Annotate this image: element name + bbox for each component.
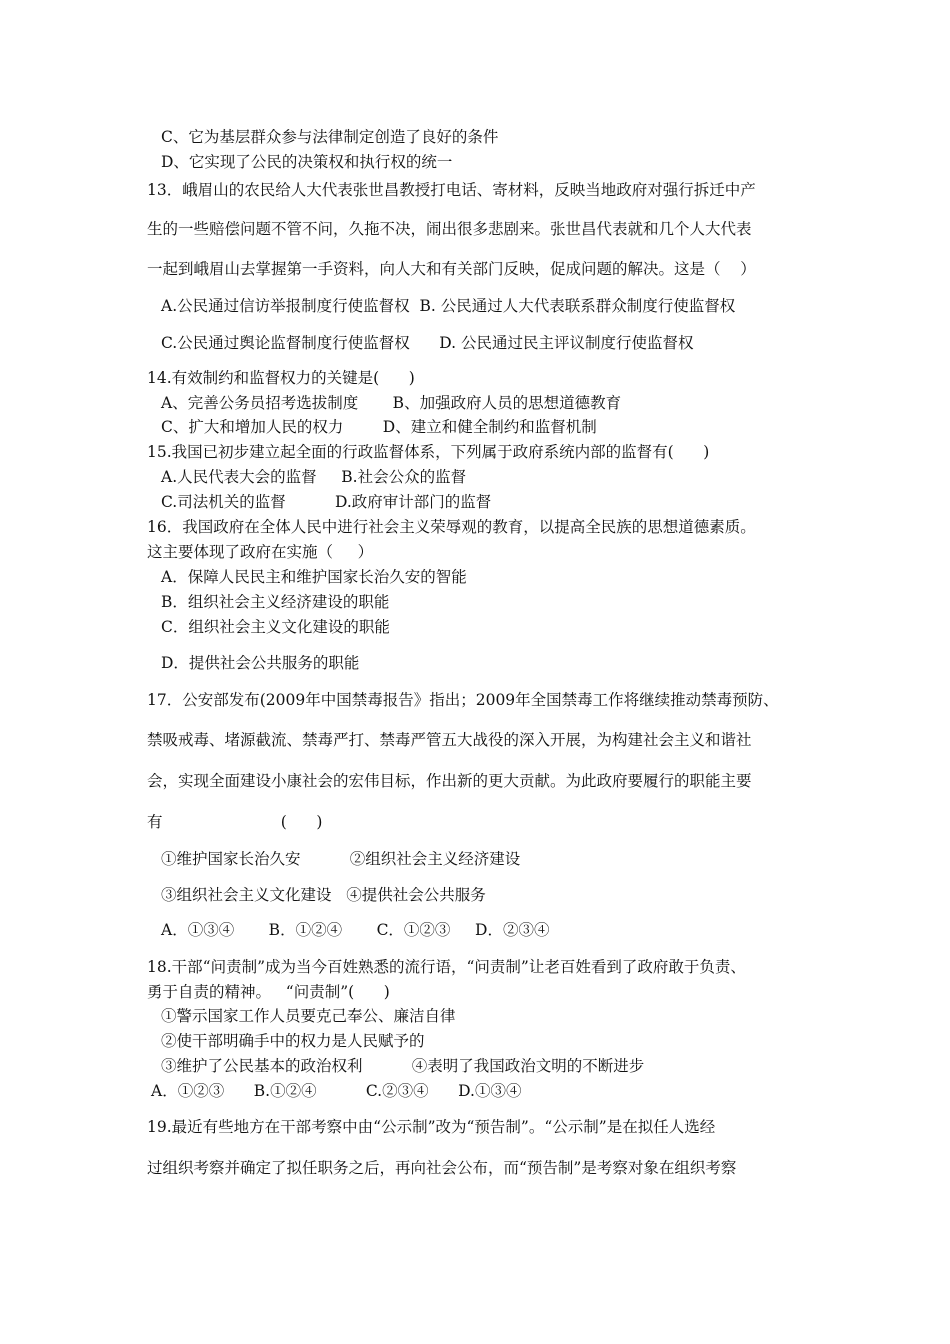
question-17-items-34: ③组织社会主义文化建设 ④提供社会公共服务 (161, 886, 486, 904)
question-15: 15.我国已初步建立起全面的行政监督体系，下列属于政府系统内部的监督有( ) (147, 443, 710, 461)
question-14-options-cd: C、扩大和增加人民的权力 D、建立和健全制约和监督机制 (161, 418, 597, 436)
question-19-line1: 19.最近有些地方在干部考察中由“公示制”改为“预告制”。“公示制”是在拟任人选经 (147, 1118, 716, 1136)
question-14-options-ab: A、完善公务员招考选拔制度 B、加强政府人员的思想道德教育 (161, 394, 622, 412)
question-14: 14.有效制约和监督权力的关键是( ) (147, 369, 415, 387)
option-d-q12: D、它实现了公民的决策权和执行权的统一 (161, 153, 453, 171)
question-13-options-cd: C.公民通过舆论监督制度行使监督权 D. 公民通过民主评议制度行使监督权 (161, 334, 694, 352)
question-18-item-1: ①警示国家工作人员要克己奉公、廉洁自律 (161, 1007, 456, 1025)
question-16-option-d: D．提供社会公共服务的职能 (161, 654, 360, 672)
question-15-options-ab: A.人民代表大会的监督 B.社会公众的监督 (161, 468, 467, 486)
question-16-line1: 16．我国政府在全体人民中进行社会主义荣辱观的教育，以提高全民族的思想道德素质。 (147, 518, 756, 536)
question-15-options-cd: C.司法机关的监督 D.政府审计部门的监督 (161, 493, 492, 511)
question-13-options-ab: A.公民通过信访举报制度行使监督权 B. 公民通过人大代表联系群众制度行使监督权 (161, 297, 736, 315)
question-13-line1: 13．峨眉山的农民给人大代表张世昌教授打电话、寄材料，反映当地政府对强行拆迁中产 (147, 181, 756, 199)
question-18-line2: 勇于自责的精神。 “问责制”( ) (147, 983, 390, 1001)
question-13-line3: 一起到峨眉山去掌握第一手资料，向人大和有关部门反映，促成问题的解决。这是（ ） (147, 260, 756, 278)
question-16-option-a: A．保障人民民主和维护国家长治久安的智能 (161, 568, 467, 586)
question-17-options: A．①③④ B．①②④ C．①②③ D．②③④ (161, 921, 550, 939)
question-13-line2: 生的一些赔偿问题不管不问，久拖不决，闹出很多悲剧来。张世昌代表就和几个人大代表 (147, 220, 752, 238)
question-17-line4: 有 ( ) (147, 813, 323, 831)
question-17-items-12: ①维护国家长治久安 ②组织社会主义经济建设 (161, 850, 521, 868)
question-16-option-c: C．组织社会主义文化建设的职能 (161, 618, 390, 636)
question-18-options: A．①②③ B.①②④ C.②③④ D.①③④ (151, 1082, 522, 1100)
question-19-line2: 过组织考察并确定了拟任职务之后，再向社会公布，而“预告制”是考察对象在组织考察 (147, 1159, 737, 1177)
question-16-line2: 这主要体现了政府在实施（ ） (147, 543, 374, 561)
question-17-line1: 17．公安部发布(2009年中国禁毒报告》指出；2009年全国禁毒工作将继续推动禁毒预防、 (147, 691, 779, 709)
question-18-line1: 18.干部“问责制”成为当今百姓熟悉的流行语，“问责制”让老百姓看到了政府敢于负责、 (147, 958, 746, 976)
question-17-line3: 会，实现全面建设小康社会的宏伟目标，作出新的更大贡献。为此政府要履行的职能主要 (147, 772, 752, 790)
question-18-item-2: ②使干部明确手中的权力是人民赋予的 (161, 1032, 425, 1050)
option-c-q12: C、它为基层群众参与法律制定创造了良好的条件 (161, 128, 499, 146)
question-17-line2: 禁吸戒毒、堵源截流、禁毒严打、禁毒严管五大战役的深入开展，为构建社会主义和谐社 (147, 731, 752, 749)
question-18-items-34: ③维护了公民基本的政治权利 ④表明了我国政治文明的不断进步 (161, 1057, 645, 1075)
question-16-option-b: B．组织社会主义经济建设的职能 (161, 593, 390, 611)
